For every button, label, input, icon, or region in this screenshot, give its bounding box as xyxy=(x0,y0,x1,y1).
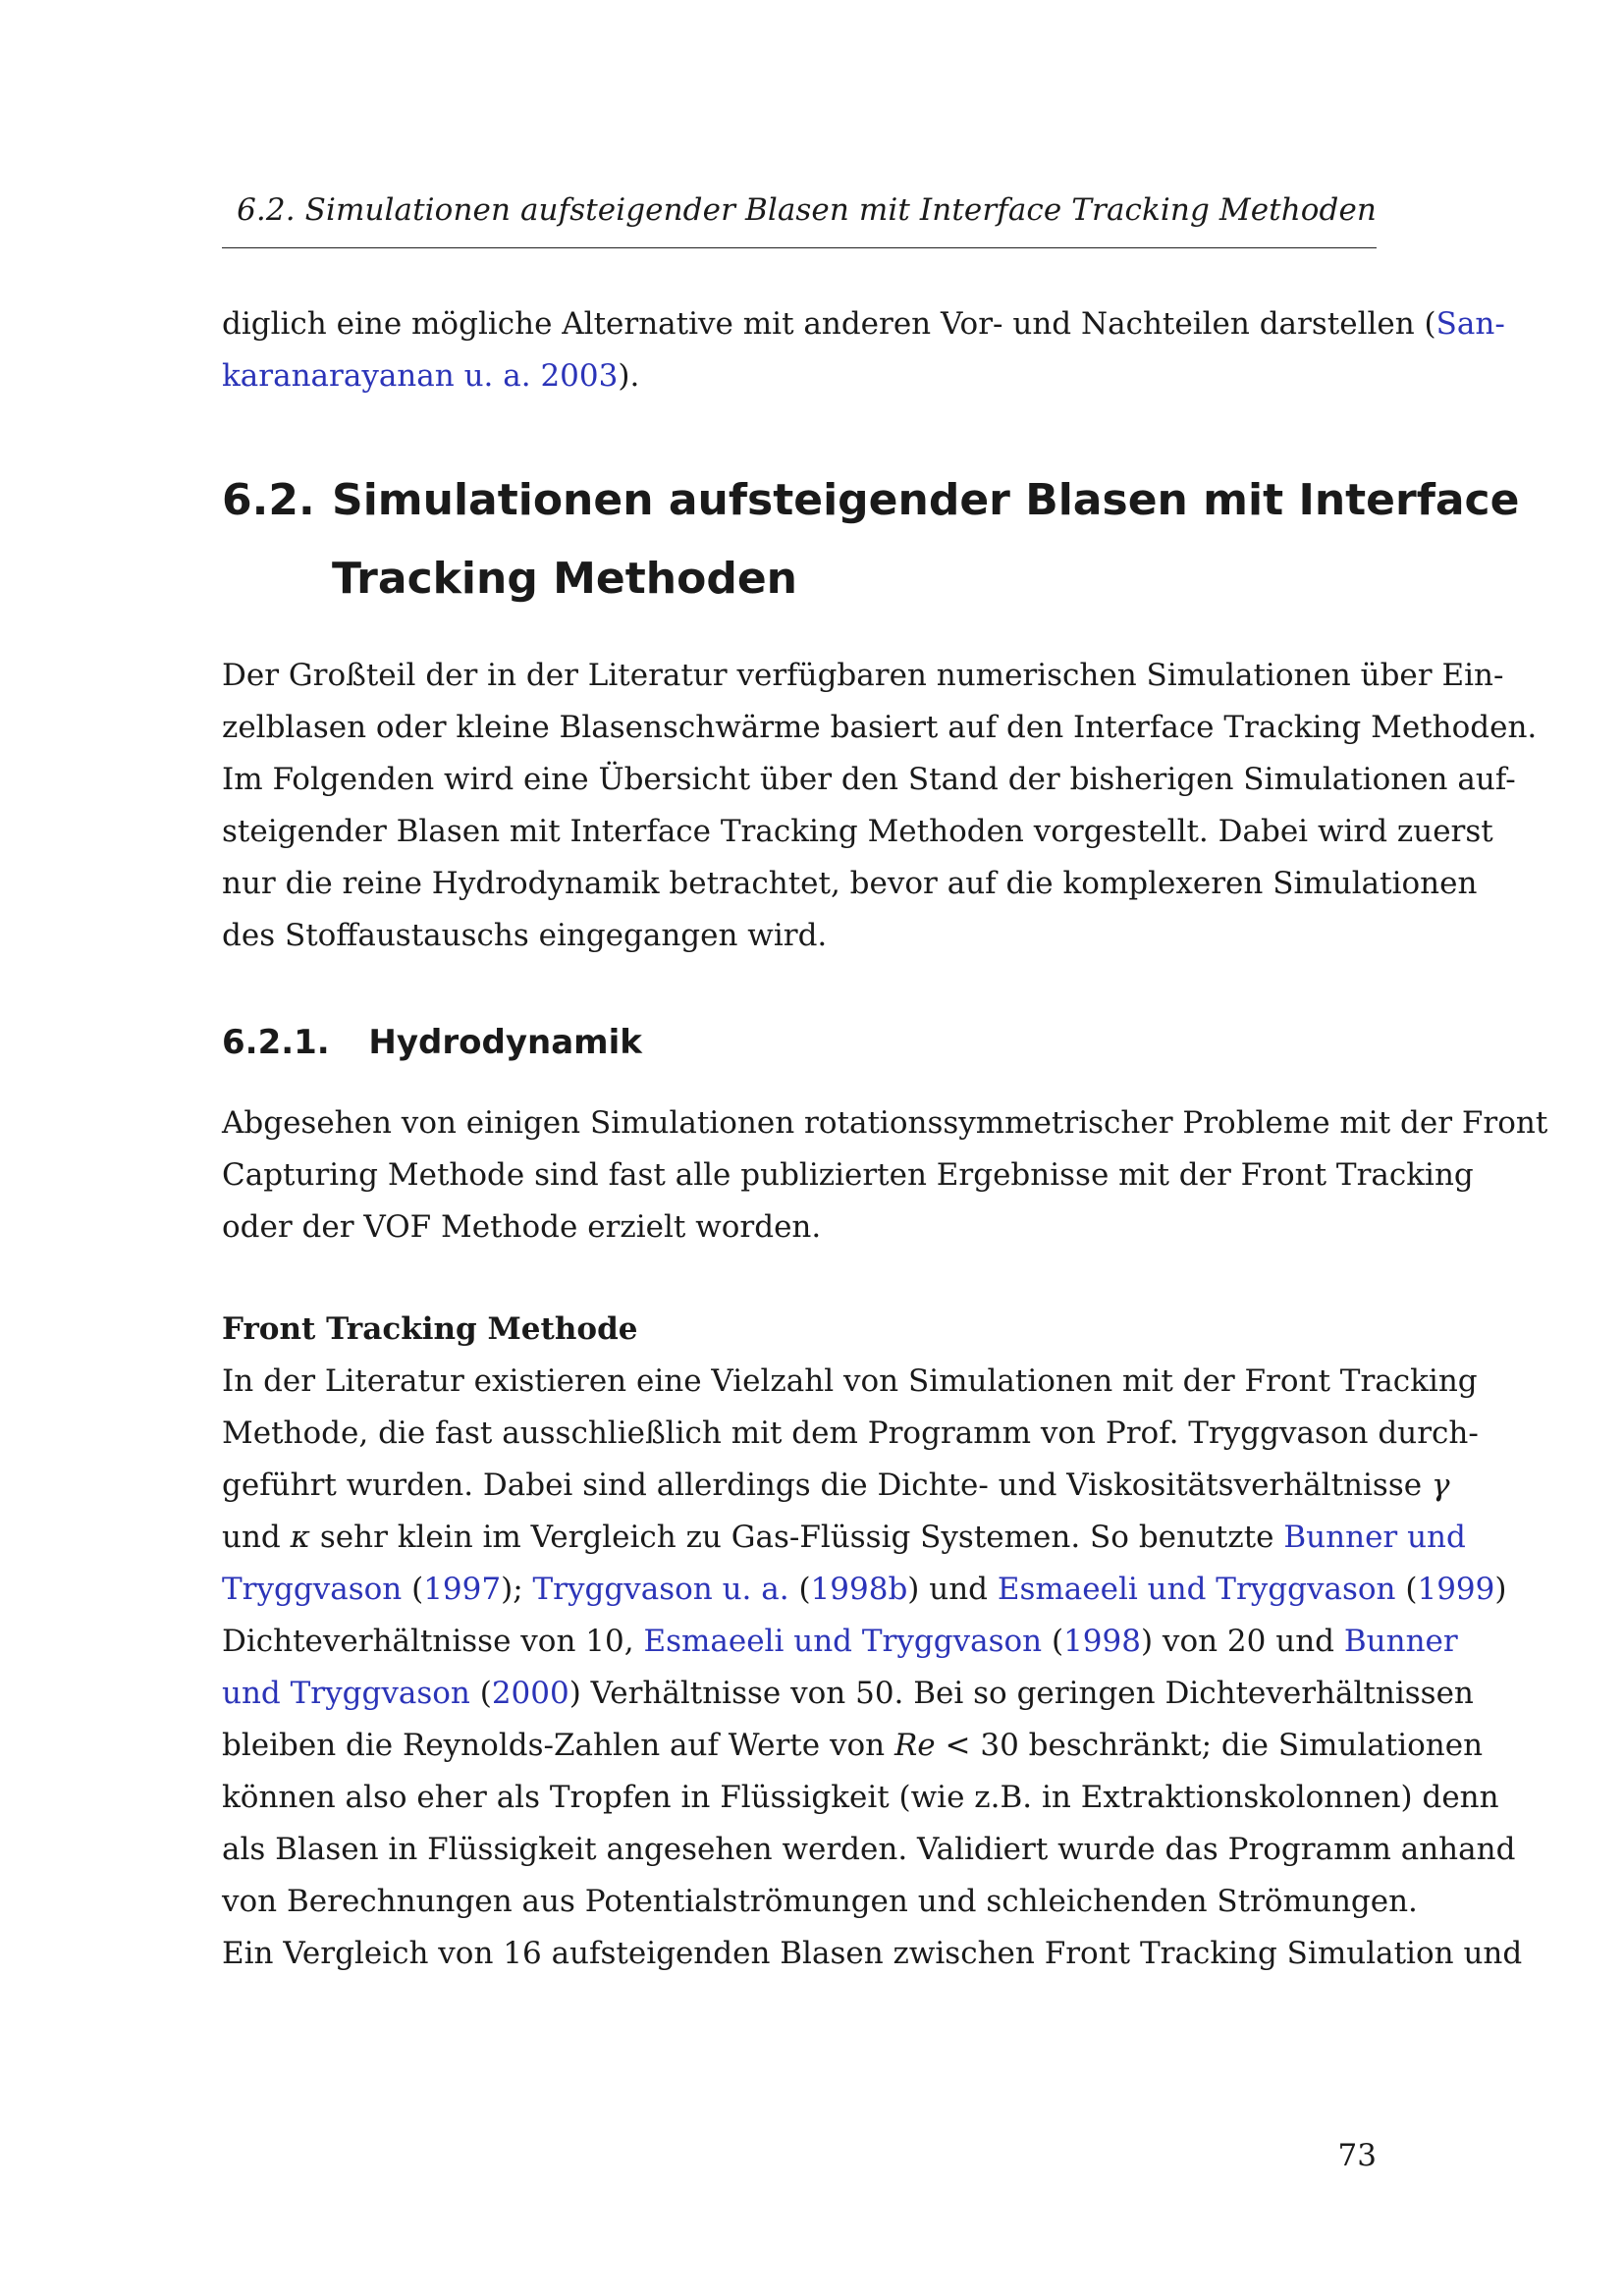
text-line: von Berechnungen aus Potentialströmungen und schleichenden Strömungen. xyxy=(222,1884,1418,1919)
text-line: oder der VOF Methode erzielt worden. xyxy=(222,1209,822,1245)
text-line: bleiben die Reynolds-Zahlen auf Werte von Re < 30 beschränkt; die Simulationen xyxy=(222,1728,1484,1763)
text-line: geführt wurden. Dabei sind allerdings die Dichte- und Viskositätsverhältnisse γ xyxy=(222,1468,1450,1503)
section-title-line1: Simulationen aufsteigender Blasen mit Interface xyxy=(332,475,1520,525)
citation-year-link[interactable]: 1997 xyxy=(423,1572,502,1607)
text-line: In der Literatur existieren eine Vielzahl von Simulationen mit der Front Tracking xyxy=(222,1363,1478,1399)
text-line: und κ sehr klein im Vergleich zu Gas-Flüssig Systemen. So benutzte Bunner und xyxy=(222,1520,1466,1555)
header-rule xyxy=(222,247,1377,248)
subsection-title: Hydrodynamik xyxy=(368,1023,642,1062)
text-line: als Blasen in Flüssigkeit angesehen werden. Validiert wurde das Programm anhand xyxy=(222,1832,1516,1867)
citation-link[interactable]: Bunner und xyxy=(1283,1520,1466,1555)
paragraph-hydrodynamik xyxy=(222,1097,1548,1254)
citation-year-link[interactable]: 2000 xyxy=(491,1676,569,1711)
subsection-number: 6.2.1. xyxy=(222,1023,330,1062)
citation-link[interactable]: und Tryggvason xyxy=(222,1676,470,1711)
running-head: 6.2. Simulationen aufsteigender Blasen mit Interface Tracking Methoden xyxy=(237,192,1377,228)
paragraph-front-tracking xyxy=(222,1304,1523,1980)
section-number: 6.2. xyxy=(222,475,315,525)
paragraph-heading: Front Tracking Methode xyxy=(222,1311,638,1347)
citation-year-link[interactable]: 1999 xyxy=(1417,1572,1495,1607)
text-line: Im Folgenden wird eine Übersicht über den Stand der bisherigen Simulationen auf- xyxy=(222,762,1516,797)
section-heading-cont xyxy=(222,554,1400,607)
math-kappa: κ xyxy=(290,1520,310,1555)
text-line: diglich eine mögliche Alternative mit anderen Vor- und Nachteilen darstellen (San- xyxy=(222,306,1505,342)
citation-year-link[interactable]: 1998 xyxy=(1063,1624,1141,1659)
citation-link[interactable]: Esmaeeli und Tryggvason xyxy=(997,1572,1396,1607)
text-line: Tryggvason (1997); Tryggvason u. a. (1998b) und Esmaeeli und Tryggvason (1999) xyxy=(222,1572,1507,1607)
text-line: können also eher als Tropfen in Flüssigkeit (wie z.B. in Extraktionskolonnen) denn xyxy=(222,1780,1499,1815)
text-line: Dichteverhältnisse von 10, Esmaeeli und Tryggvason (1998) von 20 und Bunner xyxy=(222,1624,1458,1659)
citation-link[interactable]: San- xyxy=(1435,306,1505,342)
intro-paragraph xyxy=(222,298,1505,402)
citation-link[interactable]: karanarayanan u. a. 2003 xyxy=(222,358,619,394)
math-gamma: γ xyxy=(1431,1468,1450,1503)
text-line: Der Großteil der in der Literatur verfügbaren numerischen Simulationen über Ein- xyxy=(222,658,1504,693)
text-line: Methode, die fast ausschließlich mit dem Programm von Prof. Tryggvason durch- xyxy=(222,1415,1479,1451)
text-line: des Stoffaustauschs eingegangen wird. xyxy=(222,918,828,953)
text-line: Capturing Methode sind fast alle publizierten Ergebnisse mit der Front Tracking xyxy=(222,1157,1474,1193)
page-number: 73 xyxy=(1337,2138,1377,2173)
citation-link[interactable]: Tryggvason xyxy=(222,1572,403,1607)
text-line: Ein Vergleich von 16 aufsteigenden Blasen zwischen Front Tracking Simulation und xyxy=(222,1936,1523,1971)
text-line: steigender Blasen mit Interface Tracking Methoden vorgestellt. Dabei wird zuerst xyxy=(222,814,1493,849)
paragraph-overview xyxy=(222,650,1538,962)
citation-link[interactable]: Esmaeeli und Tryggvason xyxy=(643,1624,1043,1659)
text-line: nur die reine Hydrodynamik betrachtet, bevor auf die komplexeren Simulationen xyxy=(222,866,1478,901)
text-line: und Tryggvason (2000) Verhältnisse von 50. Bei so geringen Dichteverhältnissen xyxy=(222,1676,1474,1711)
text-line: karanarayanan u. a. 2003). xyxy=(222,358,640,394)
section-title-line2: Tracking Methoden xyxy=(332,554,798,604)
text-line: zelblasen oder kleine Blasenschwärme basiert auf den Interface Tracking Methoden. xyxy=(222,710,1538,745)
math-reynolds: Re xyxy=(893,1728,936,1763)
citation-year-link[interactable]: 1998b xyxy=(810,1572,908,1607)
citation-link[interactable]: Tryggvason u. a. xyxy=(532,1572,789,1607)
text-line: Abgesehen von einigen Simulationen rotationssymmetrischer Probleme mit der Front xyxy=(222,1105,1548,1141)
section-heading xyxy=(222,475,1520,528)
subsection-heading xyxy=(222,1023,1204,1062)
citation-link[interactable]: Bunner xyxy=(1343,1624,1458,1659)
